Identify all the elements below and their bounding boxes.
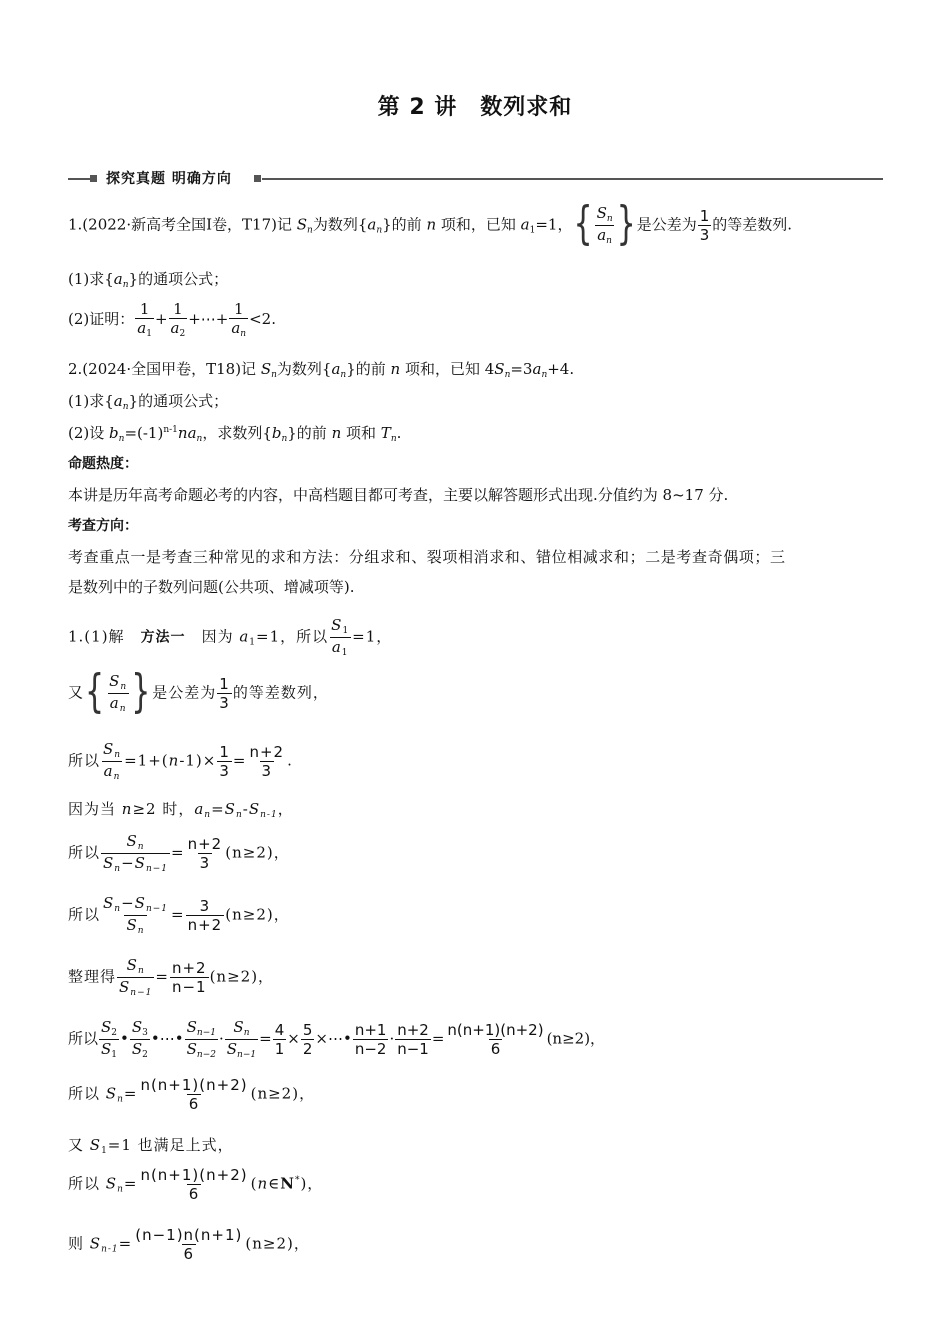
solution-line-6: 所以 $\frac{S_n-S_{n-1}}{S_n}$ = $\frac{3}{n+2}$ (n≥2)，	[68, 894, 290, 936]
question-2-stem: 2.(2024·全国甲卷，T18)记 $S_n$为数列$\{a_n\}$的前 n 项和，已知 $4S_n=3a_n+4$.	[68, 360, 575, 380]
fraction: $\frac{1}{a_2}$	[170, 300, 186, 339]
fraction: $\frac{1}{3}$	[219, 742, 230, 780]
fraction: $\frac{3}{n+2}$	[187, 896, 223, 934]
solution-line-5: 所以 $\frac{S_n}{S_n-S_{n-1}}$ = $\frac{n+2}{3}$ (n≥2)，	[68, 832, 290, 874]
question-1-stem: 1.(2022·新高考全国Ⅰ卷，T17)记 $S_n$为数列$\{a_n\}$的前 n 项和，已知 $a_1=1$，{ $\frac{S_n}{a_n}$ }是公差为 $\frac{1}{3}$ 的等差数列.	[68, 198, 793, 251]
fraction: $\frac{S_n}{a_n}$	[596, 204, 613, 246]
solution-line-1: 1.(1)解 方法一 因为 $a_1=1$，所以 $\frac{S_1}{a_1}$ =1，	[68, 616, 393, 658]
fraction: $\frac{S_n-S_{n-1}}{S_n}$	[103, 894, 169, 936]
fraction: $\frac{1}{3}$	[699, 206, 710, 244]
fraction: $\frac{1}{a_n}$	[231, 300, 247, 339]
fraction: $\frac{1}{3}$	[219, 674, 230, 712]
fraction: $\frac{S_n}{S_{n-1}}$	[119, 956, 153, 998]
direction-label: 考查方向：	[68, 518, 138, 534]
question-1-part-1: (1)求$\{a_n\}$的通项公式；	[68, 270, 229, 290]
section-header	[68, 168, 883, 190]
heat-label: 命题热度：	[68, 456, 138, 472]
solution-line-11: 所以 $S_n=$ $\frac{n(n+1)(n+2)}{6}$ (n∈N*)，	[68, 1166, 324, 1203]
fraction: $\frac{4}{1}$	[274, 1020, 285, 1058]
solution-line-3: 所以 $\frac{S_n}{a_n}$ =1+(n-1)× $\frac{1}{3}$ = $\frac{n+2}{3}$ .	[68, 740, 293, 782]
fraction: $\frac{n+2}{3}$	[187, 834, 223, 872]
fraction: $\frac{S_3}{S_2}$	[131, 1018, 148, 1060]
divider	[262, 178, 883, 180]
question-2-part-1: (1)求$\{a_n\}$的通项公式；	[68, 392, 229, 412]
fraction: $\frac{n+2}{n-1}$	[171, 958, 207, 996]
fraction: $\frac{1}{a_1}$	[137, 300, 152, 339]
solution-line-4: 因为当 n≥2 时，$a_n=S_n-S_{n-1}$，	[68, 800, 294, 820]
fraction: $\frac{n+1}{n-2}$	[354, 1020, 387, 1058]
square-bullet-icon	[254, 175, 261, 182]
fraction: $\frac{S_2}{S_1}$	[101, 1018, 118, 1060]
solution-line-12: 则 $S_{n-1}=$ $\frac{(n-1)n(n+1)}{6}$ (n≥2)，	[68, 1226, 310, 1263]
fraction: $\frac{n(n+1)(n+2)}{6}$	[140, 1166, 248, 1203]
fraction: $\frac{(n-1)n(n+1)}{6}$	[135, 1226, 243, 1263]
fraction: $\frac{S_{n-1}}{S_{n-2}}$	[186, 1018, 216, 1060]
solution-line-7: 整理得 $\frac{S_n}{S_{n-1}}$ = $\frac{n+2}{n-1}$ (n≥2)，	[68, 956, 275, 998]
fraction: $\frac{n(n+1)(n+2)}{6}$	[447, 1020, 544, 1058]
fraction: $\frac{5}{2}$	[302, 1020, 313, 1058]
question-1-part-2: (2)证明： $\frac{1}{a_1}$ + $\frac{1}{a_2}$ +⋯+ $\frac{1}{a_n}$ <2.	[68, 300, 276, 339]
fraction: $\frac{n+2}{n-1}$	[397, 1020, 429, 1058]
section-label: 探究真题 明确方向	[106, 171, 232, 187]
fraction: $\frac{S_n}{S_n-S_{n-1}}$	[103, 832, 169, 874]
solution-line-9: 所以 $S_n=$ $\frac{n(n+1)(n+2)}{6}$ (n≥2)，	[68, 1076, 316, 1113]
fraction: $\frac{n(n+1)(n+2)}{6}$	[140, 1076, 248, 1113]
solution-line-8: 所以 $\frac{S_2}{S_1}$ • $\frac{S_3}{S_2}$ •⋯• $\frac{S_{n-1}}{S_{n-2}}$ · $\frac{S_n}{S_{n-1}}$ = $\frac{4}{1}$ × $\frac{5}{2}$ ×⋯• $\frac{n+1}{n-2}$ · $\frac{n+2}{n-1}$ = $\frac{n(n+1)(n+2)}{6}$ (n≥2)，	[68, 1018, 606, 1060]
square-bullet-icon	[90, 175, 97, 182]
fraction: $\frac{S_n}{a_n}$	[109, 672, 128, 714]
solution-line-10: 又 $S_1=1$ 也满足上式，	[68, 1136, 234, 1156]
fraction: $\frac{S_1}{a_1}$	[331, 616, 350, 658]
direction-text-2: 是数列中的子数列问题(公共项、增减项等).	[68, 578, 355, 596]
fraction: $\frac{n+2}{3}$	[249, 742, 285, 780]
question-2-part-2: (2)设 $b_n=(-1)^{n-1}na_n$，求数列$\{b_n\}$的前 n 项和 $T_n$.	[68, 424, 402, 444]
page-title: 第 2 讲 数列求和	[377, 95, 573, 120]
heat-text: 本讲是历年高考命题必考的内容，中高档题目都可考查，主要以解答题形式出现.分值约为 8~17 分.	[68, 486, 729, 504]
fraction: $\frac{S_n}{S_{n-1}}$	[226, 1018, 257, 1060]
direction-text-1: 考查重点一是考查三种常见的求和方法：分组求和、裂项相消求和、错位相减求和；二是考查奇偶项；三	[68, 548, 786, 566]
solution-line-2: 又{ $\frac{S_n}{a_n}$ }是公差为 $\frac{1}{3}$ 的等差数列，	[68, 666, 329, 719]
fraction: $\frac{S_n}{a_n}$	[103, 740, 122, 782]
